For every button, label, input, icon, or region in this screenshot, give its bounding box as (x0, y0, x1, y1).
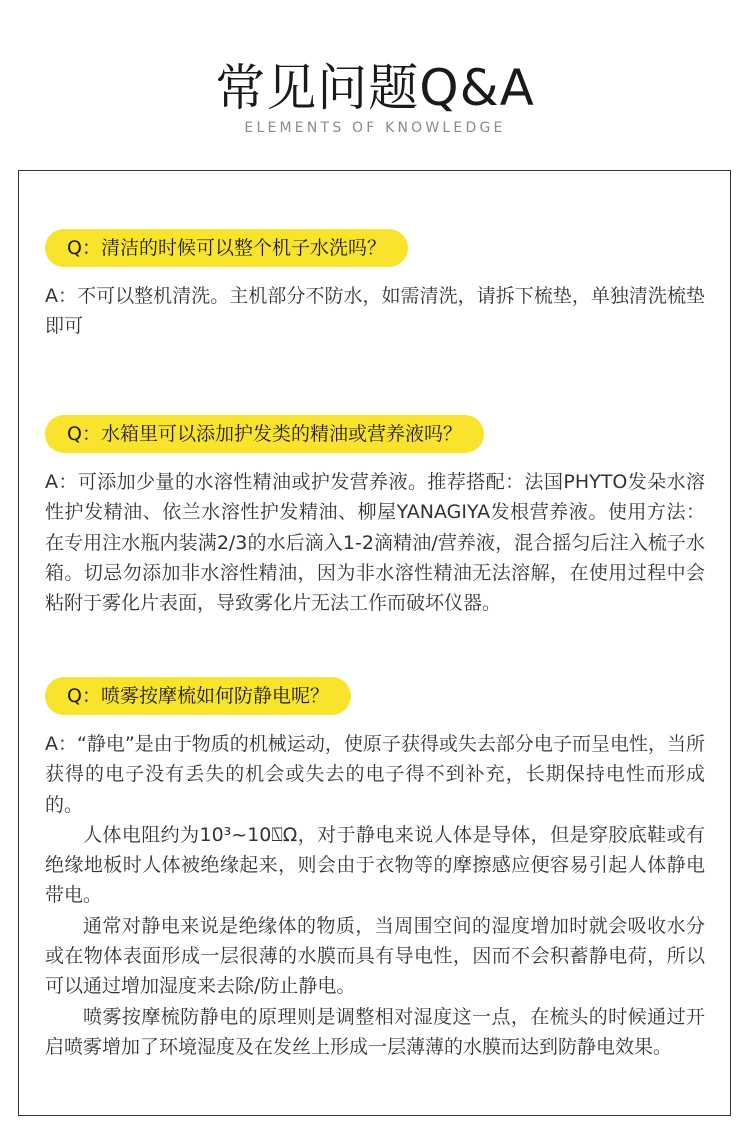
page-title: 常见问题Q&A (215, 59, 535, 117)
question-pill: Q：水箱里可以添加护发类的精油或营养液吗？ (45, 415, 484, 453)
faq-item-antistatic (45, 677, 705, 1062)
faq-item-cleaning (45, 229, 705, 342)
question-pill: Q：清洁的时候可以整个机子水洗吗？ (45, 229, 408, 267)
page-header (0, 0, 750, 170)
answer-text: A：可添加少量的水溶性精油或护发营养液。推荐搭配：法国PHYTO发朵水溶性护发精油、依兰水溶性护发精油、柳屋YANAGIYA发根营养液。使用方法：在专用注水瓶内装满2/3的水后滴入1-2滴精油/营养液，混合摇匀后注入梳子水箱。切忌勿添加非水溶性精油，因为非水溶性精油无法溶解，在使用过程中会粘附于雾化片表面，导致雾化片无法工作而破坏仪器。 (45, 471, 705, 615)
answer-paragraph: 人体电阻约为10³~10⍂Ω，对于静电来说人体是导体，但是穿胶底鞋或有绝缘地板时人体被绝缘起来，则会由于衣物等的摩擦感应便容易引起人体静电带电。 (45, 823, 705, 907)
answer-text: A：不可以整机清洗。主机部分不防水，如需清洗，请拆下梳垫，单独清洗梳垫即可 (45, 285, 705, 338)
answer-paragraph: A：“静电”是由于物质的机械运动，使原子获得或失去部分电子而呈电性，当所获得的电子没有丢失的机会或失去的电子得不到补充，长期保持电性而形成的。 (45, 733, 705, 816)
answer-paragraph: 喷雾按摩梳防静电的原理则是调整相对湿度这一点，在梳头的时候通过开启喷雾增加了环境湿度及在发丝上形成一层薄薄的水膜而达到防静电效果。 (45, 1005, 705, 1058)
answer-text (45, 729, 705, 1062)
page-subtitle: ELEMENTS OF KNOWLEDGE (244, 120, 506, 136)
question-pill: Q：喷雾按摩梳如何防静电呢？ (45, 677, 351, 715)
answer-paragraph: 通常对静电来说是绝缘体的物质，当周围空间的湿度增加时就会吸收水分或在物体表面形成一层很薄的水膜而具有导电性，因而不会积蓄静电荷，所以可以通过增加湿度来去除/防止静电。 (45, 914, 705, 998)
faq-item-essential-oil (45, 415, 705, 618)
faq-panel (18, 170, 731, 1116)
